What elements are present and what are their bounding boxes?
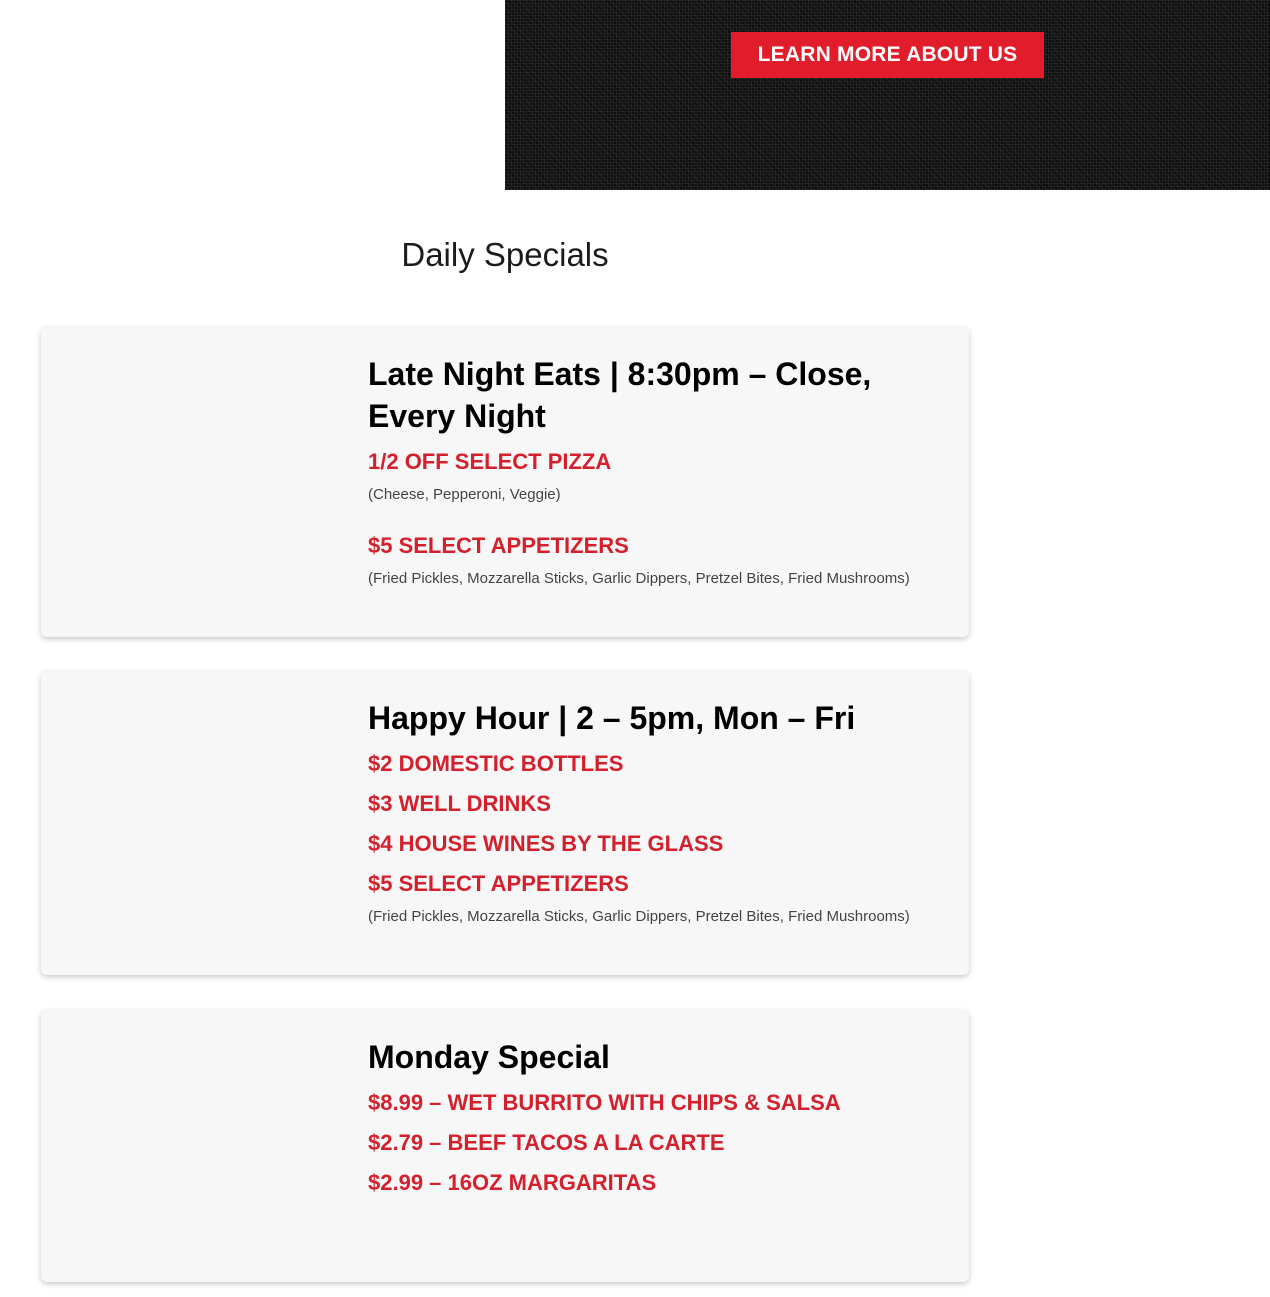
card-content [368,697,948,955]
offer-item: $8.99 – WET BURRITO WITH CHIPS & SALSA [368,1090,841,1115]
offer-note: (Fried Pickles, Mozzarella Sticks, Garlic Dippers, Pretzel Bites, Fried Mushrooms) [368,570,910,587]
special-card-monday [41,1010,969,1282]
card-content [368,353,948,617]
offer-item: $3 WELL DRINKS [368,791,551,816]
card-title: Happy Hour | 2 – 5pm, Mon – Fri [368,700,856,736]
offer-item: $5 SELECT APPETIZERS [368,871,629,896]
learn-more-button[interactable]: LEARN MORE ABOUT US [731,32,1044,78]
offer-item: 1/2 OFF SELECT PIZZA [368,449,612,474]
card-title: Late Night Eats | 8:30pm – Close, Every Night [368,356,872,434]
hero-banner [505,0,1270,190]
card-title: Monday Special [368,1039,610,1075]
offer-note: (Fried Pickles, Mozzarella Sticks, Garlic Dippers, Pretzel Bites, Fried Mushrooms) [368,908,910,925]
offer-item: $4 HOUSE WINES BY THE GLASS [368,831,724,856]
section-title: Daily Specials [401,236,609,273]
offer-item: $2 DOMESTIC BOTTLES [368,751,624,776]
offer-item: $5 SELECT APPETIZERS [368,533,629,558]
special-card-happy-hour [41,671,969,975]
card-content [368,1036,948,1210]
offer-note: (Cheese, Pepperoni, Veggie) [368,486,561,503]
offer-item: $2.79 – BEEF TACOS A LA CARTE [368,1130,725,1155]
offer-item: $2.99 – 16OZ MARGARITAS [368,1170,657,1195]
special-card-late-night [41,327,969,637]
